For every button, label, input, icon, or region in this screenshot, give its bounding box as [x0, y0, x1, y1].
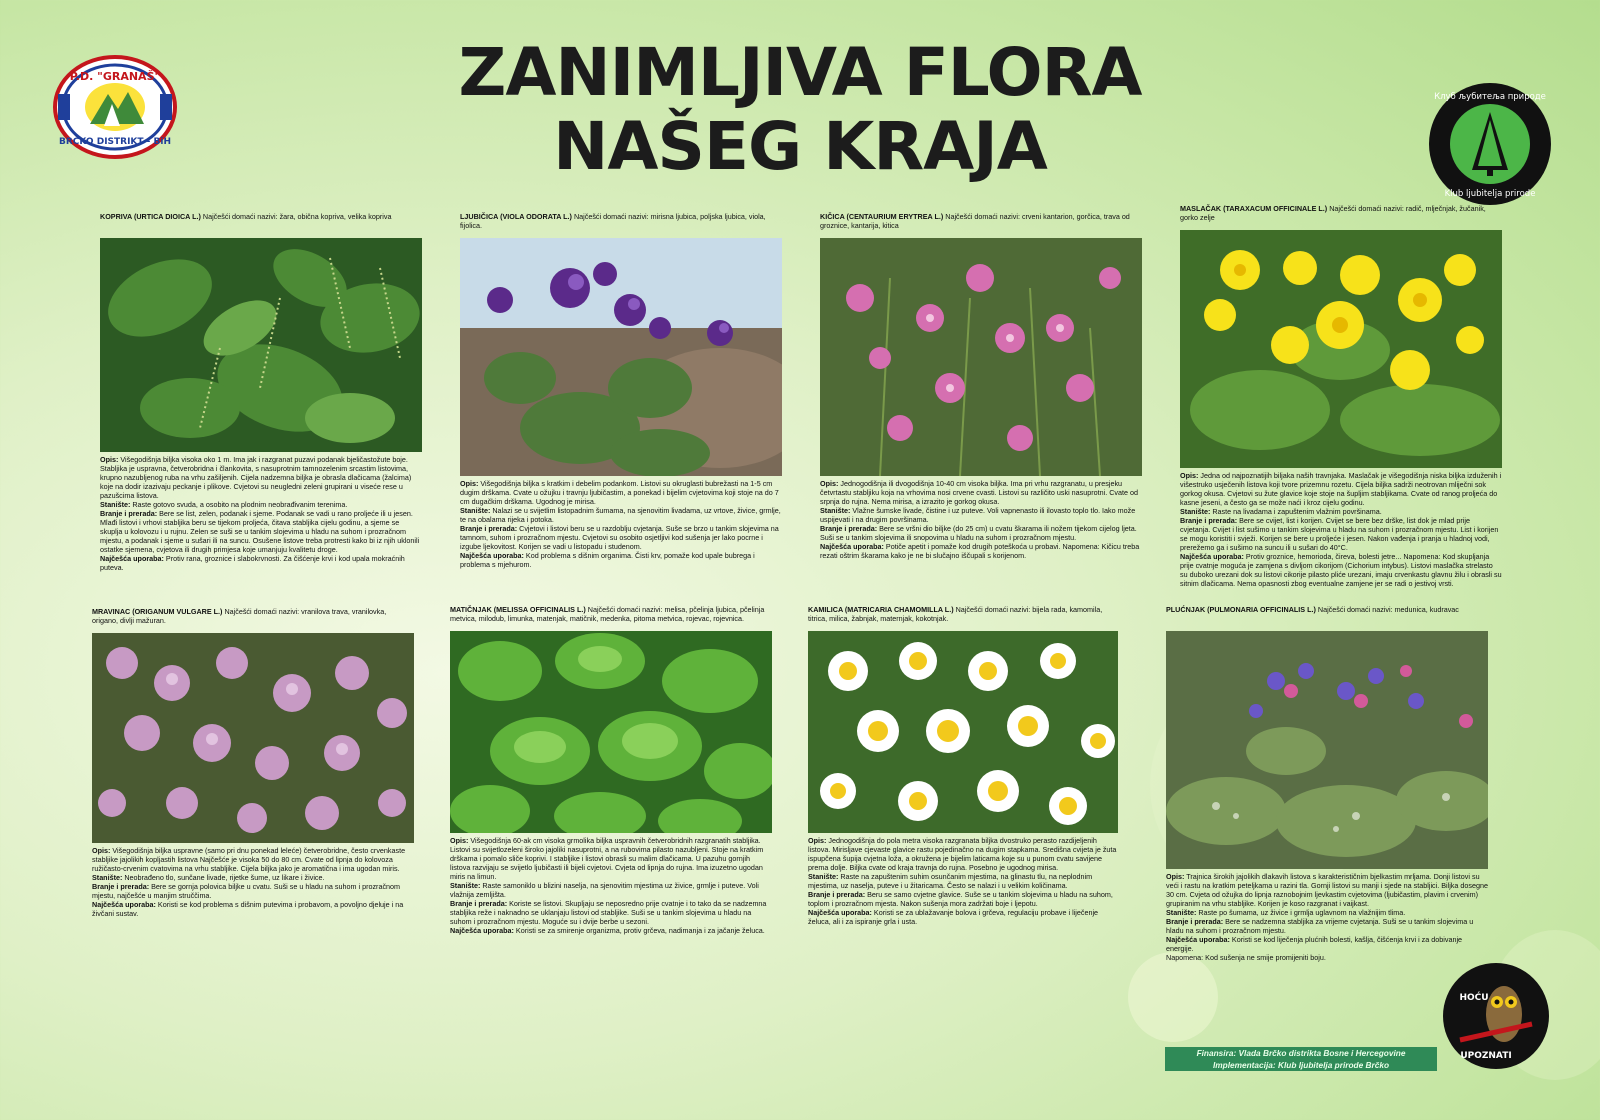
plant-name: KOPRIVA (URTICA DIOICA L.): [100, 212, 201, 221]
plant-header: [92, 607, 414, 625]
label-branje: Branje i prerada:: [100, 509, 158, 518]
logo-text-bottom: BRČKO DISTRIKT - BiH: [58, 137, 172, 147]
owl-logo-text-top: HOĆU: [1459, 993, 1489, 1003]
plant-common-names: Najčešći domaći nazivi: crveni kantarion, gorčica, trava od groznice, kantarija, kitica: [820, 212, 1130, 230]
branje-text: Bere se vršni dio biljke (do 25 cm) u cvatu škarama ili nožem tijekom cijelog ljeta. Suši se u tankim slojevima ili snopovima u hladu na suhom i prozračnom mjestu.: [820, 524, 1137, 542]
plant-card-kicica: [820, 212, 1142, 560]
plant-photo-nettle: [100, 238, 422, 452]
page-title: [400, 36, 1200, 184]
plant-description: [450, 836, 772, 935]
label-opis: Opis:: [808, 836, 827, 845]
branje-text: Bere se list, zelen, podanak i sjeme. Podanak se vadi u rano proljeće ili u jesen. Mlađi listovi i vrhovi stabljika beru se tijekom proljeća, čitava stabljika cijelu godinu, a sjeme se skuplja u kolovozu i u rujnu. Zelen se suši se u tankim slojevima u hladu na suhom i prozračnom mjestu, a podanak i sjeme u sušari ili na suncu. Osušene listove treba protresti kako bi iz njih uklonili ostatke sjemena, cvjetova ili drugih primjesa koje umanjuju kvalitetu droge.: [100, 509, 420, 554]
plant-photo-lemon-balm: [450, 631, 772, 833]
label-opis: Opis:: [1180, 471, 1199, 480]
logo-right-text-top: Клуб љубитеља природе: [1434, 92, 1546, 102]
klub-ljubitelja-prirode-logo: [1428, 82, 1552, 206]
label-staniste: Stanište:: [808, 872, 839, 881]
plant-header: [820, 212, 1142, 230]
opis-text: Višegodišnja biljka uspravne (samo pri dnu ponekad leleće) četverobridne, često crvenkaste stabljike jajolikih kopljastih listova Najčešće je visoka 50 do 80 cm. Cvate od lipnja do kolovoza ružičasto-crvenim cvatovima na vrhu stabljike. Cijela biljka jako je aromatična i ima ugodan miris.: [92, 846, 406, 873]
plant-name: MRAVINAC (ORIGANUM VULGARE L.): [92, 607, 223, 616]
plant-card-ljubicica: [460, 212, 782, 569]
plant-header: [460, 212, 782, 230]
branje-text: Bere se nadzemna stabljika za vrijeme cvjetanja. Suši se u tankim slojevima u hladu na suhom i prozračnom mjestu.: [1166, 917, 1474, 935]
title-line-1: ZANIMLJIVA FLORA: [458, 34, 1142, 111]
plant-card-kamilica: [808, 605, 1118, 926]
plant-common-names: Najčešći domaći nazivi: bijela rada, kamomila, titrica, milica, žabnjak, maternjak, kokotnjak.: [808, 605, 1103, 623]
plant-name: MATIČNJAK (MELISSA OFFICINALIS L.): [450, 605, 586, 614]
label-uporaba: Najčešća uporaba:: [1180, 552, 1244, 561]
plant-header: [450, 605, 772, 623]
plant-common-names: Najčešći domaći nazivi: žara, obična kopriva, velika kopriva: [202, 212, 392, 221]
label-uporaba: Najčešća uporaba:: [820, 542, 884, 551]
plant-description: [92, 846, 414, 918]
plant-card-maslacak: [1180, 204, 1502, 588]
napomena-text: Napomena: Kod sušenja ne smije promijeniti boju.: [1166, 953, 1326, 962]
label-opis: Opis:: [820, 479, 839, 488]
branje-text: Beru se samo cvjetne glavice. Suše se u tankim slojevima u hladu na suhom, toplom i prozračnom mjesta. Nakon sušenja mora zadržati boje i ljepotu.: [808, 890, 1113, 908]
uporaba-text: Koristi se za ublažavanje bolova i grčeva, regulaciju probave i liječenje želuca, ali i za ispiranje grla i usta.: [808, 908, 1099, 926]
label-uporaba: Najčešća uporaba:: [450, 926, 514, 935]
label-branje: Branje i prerada:: [1166, 917, 1224, 926]
opis-text: Jednogodišnja ili dvogodišnja 10-40 cm visoka biljka. Ima pri vrhu razgranatu, u presjeku četvrtastu stabljiku koja na vrhovima nosi crvene cvasti. Listovi su različito uski nasuprotni. Cvate od srpnja do rujna. Nema mirisa, a izrazito je gorkog okusa.: [820, 479, 1138, 506]
plant-header: [808, 605, 1118, 623]
label-opis: Opis:: [1166, 872, 1185, 881]
plant-photo-centaury: [820, 238, 1142, 476]
plant-photo-lungwort: [1166, 631, 1488, 869]
opis-text: Jednogodišnja do pola metra visoka razgranata biljka dvostruko perasto razdijeljenih listova. Mirisljave cjevaste glavice rastu pojedinačno na dugim stapkama. Središna cvijeta je žuta ispupčena šupija cvjetna loža, a okružena je bijelim laticama koje su u punom cvatu savijene prema dolje. Biljka cvate od kraja travnja do rujna. Posebno je ugodnog mirisa.: [808, 836, 1117, 872]
staniste-text: Nalazi se u svijetlim listopadnim šumama, na sjenovitim livadama, uz vrtove, živice, grmlje, te na obalama rijeka i potoka.: [460, 506, 781, 524]
opis-text: Trajnica širokih jajolikih dlakavih listova s karakterističnim bjelkastim mrljama. Donji listovi su veći i rastu na kratkim peteljkama u razini tla. Gornji listovi su manji i sjede na stabljici. Biljka dosegne 30 cm. Cvjeta od ožujka do lipnja raznobojnim ljevkastim cvjetovima (ljubičastim, plavim i crvenim) grupiranim na vrhu stabljike. Korijen je koso razgranat i vaijkast.: [1166, 872, 1488, 908]
pd-granas-logo: [52, 54, 178, 160]
branje-text: Cvjetovi i listovi beru se u razdoblju cvjetanja. Suše se brzo u tankim slojevima na tamnom, suhom i prozračnom mjestu. Cvjetovi su osobito osjetljivi kod sušenja jer lako pocrne i izgube ljekovitost. Korijen se vadi u listopadu i studenom.: [460, 524, 779, 551]
plant-description: [820, 479, 1142, 560]
plant-common-names: Najčešći domaći nazivi: melisa, pčelinja ljubica, pčelinja metvica, milodub, limunka, matenjak, matičnik, medenka, pitoma metvica, rojevac, rojevnica.: [450, 605, 765, 623]
label-branje: Branje i prerada:: [92, 882, 150, 891]
uporaba-text: Protiv groznice, hemorioda, čireva, bolesti jetre... Napomena: Kod skupljanja prije cvatnje moguća je zamjena s divljom cikorijom (Cichorium intybus). Listovi maslačka strelasto su duboko urezani dok su listovi cikorije pilasto pliće urezani, imaju crvenkastu glavnu žilu i obrasli su sitnim dlačicama. Nema opasnosti zbog eventualne zamjene jer se radi o jestivoj vrsti.: [1180, 552, 1502, 588]
label-staniste: Stanište:: [460, 506, 491, 515]
staniste-text: Raste samoniklo u blizini naselja, na sjenovitim mjestima uz živice, grmlje i puteve. Voli vlažnija zemljišta.: [450, 881, 759, 899]
label-staniste: Stanište:: [100, 500, 131, 509]
uporaba-text: Koristi se kod problema s dišnim putevima i probavom, a povoljno djeluje i na živčani sustav.: [92, 900, 404, 918]
label-uporaba: Najčešća uporaba:: [808, 908, 872, 917]
plant-description: [808, 836, 1118, 926]
hocu-upoznati-owl-logo: [1442, 962, 1550, 1070]
plant-description: [1180, 471, 1502, 588]
plant-description: [100, 455, 422, 572]
staniste-text: Raste gotovo svuda, a osobito na plodnim neobrađivanim terenima.: [132, 500, 348, 509]
label-branje: Branje i prerada:: [808, 890, 866, 899]
opis-text: Višegodišnja biljka visoka oko 1 m. Ima jak i razgranat puzavi podanak bjeličastožute boje. Stabljika je uspravna, četverobridna i člankovita, s nasuprotnim tamnozelenim srcastim listovima, krupno nazubljenog ruba na vrhu zašiljenih. Cijela nadzemna biljka je obrasla dlačicama (žalcima) koje na dodir izazivaju peckanje i plikove. Cvjetovi su neugledni zeleni grupirani u viseće rese u pazušcima listova.: [100, 455, 412, 500]
branje-text: Bere se gornja polovica biljke u cvatu. Suši se u hladu na suhom i prozračnom mjestu, najčešće u manjim struččima.: [92, 882, 401, 900]
label-opis: Opis:: [460, 479, 479, 488]
background-bubble: [1128, 952, 1218, 1042]
uporaba-text: Potiče apetit i pomaže kod drugih poteškoća u probavi. Napomena: Kičicu treba rezati oštrim škarama kako je ne bi slučajno iščupali s korijenom.: [820, 542, 1140, 560]
plant-header: [100, 212, 422, 230]
plant-header: [1166, 605, 1488, 623]
uporaba-text: Protiv rana, groznice i slabokrvnosti. Za čišćenje krvi i kod upala mokraćnih puteva.: [100, 554, 405, 572]
label-branje: Branje i prerada:: [1180, 516, 1238, 525]
label-branje: Branje i prerada:: [820, 524, 878, 533]
opis-text: Višegodišnja 60-ak cm visoka grmolika biljka uspravnih četverobridnih razgranatih stabljika. Listovi su svijetlozeleni široko jajoliki nasuprotni, a na rubovima pilasto nazubljeni. Stoje na kratkim drškama i pomalo sliče koprivi. I stabljike i listovi obrasli su malim dlačicama. U pazuhu gornjih listova razvijaju se svijetlo ljubičasti ili bijeli cvjetovi. Cvjeta od lipnja do rujna. Ima izuzetno ugodan miris na limun.: [450, 836, 764, 881]
plant-photo-oregano: [92, 633, 414, 843]
logo-text-top: P.D. "GRANAŠ": [69, 70, 161, 83]
title-line-2: NAŠEG KRAJA: [553, 108, 1047, 185]
plant-photo-chamomile: [808, 631, 1118, 833]
uporaba-text: Koristi se kod liječenja plućnih bolesti, kašlja, čišćenja krvi i za dobivanje energije.: [1166, 935, 1463, 953]
staniste-text: Raste na zapuštenim suhim osunčanim mjestima, na glinastu tlu, na neplodnim mjestima, uz naselja, puteve i u žitaricama. Često se nalazi i u velikim količinama.: [808, 872, 1093, 890]
branje-text: Koriste se listovi. Skupljaju se neposredno prije cvatnje i to tako da se nadzemna stabljika reže i naknadno se uklanjaju listovi od stabljike. Suši se u tankim slojevima u hladu na suhom i prozračnom mjestu. Moguće su i dvije berbe u sezoni.: [450, 899, 767, 926]
plant-name: KIČICA (CENTAURIUM ERYTREA L.): [820, 212, 944, 221]
label-branje: Branje i prerada:: [450, 899, 508, 908]
plant-name: LJUBIČICA (VIOLA ODORATA L.): [460, 212, 572, 221]
plant-card-kopriva: [100, 212, 422, 572]
funding-footer: [1165, 1047, 1437, 1071]
plant-description: [460, 479, 782, 569]
plant-description: [1166, 872, 1488, 962]
label-uporaba: Najčešća uporaba:: [100, 554, 164, 563]
label-staniste: Stanište:: [820, 506, 851, 515]
label-uporaba: Najčešća uporaba:: [460, 551, 524, 560]
label-staniste: Stanište:: [92, 873, 123, 882]
label-uporaba: Najčešća uporaba:: [1166, 935, 1230, 944]
footer-line-funding: Finansira: Vlada Brčko distrikta Bosne i Hercegovine: [1196, 1048, 1406, 1058]
plant-common-names: Najčešći domaći nazivi: vranilova trava, vranilovka, origano, divlji mažuran.: [92, 607, 387, 625]
plant-name: MASLAČAK (TARAXACUM OFFICINALE L.): [1180, 204, 1328, 213]
plant-card-mravinac: [92, 607, 414, 918]
plant-common-names: Najčešći domaći nazivi: medunica, kudravac: [1317, 605, 1459, 614]
label-uporaba: Najčešća uporaba:: [92, 900, 156, 909]
plant-photo-violet: [460, 238, 782, 476]
logo-right-text-bottom: Klub ljubitelja prirode: [1444, 189, 1536, 199]
plant-common-names: Najčešći domaći nazivi: radič, mlječnjak, žučanik, gorko zelje: [1180, 204, 1486, 222]
plant-card-plucnjak: [1166, 605, 1488, 962]
uporaba-text: Kod problema s dišnim organima. Čisti krv, pomaže kod upale bubrega i problema s mjehurom.: [460, 551, 755, 569]
branje-text: Bere se cvijet, list i korijen. Cvijet se bere bez drške, list dok je mlad prije cvjetanja. Cvijet i list sušimo u tankim slojevima u hladu na suhom i prozračnom mjestu. List i korijen se mogu koristiti i svježi. Korijen se bere u proljeće i jesen. Nakon vađenja i pranja u hladnoj vodi, prerežemo ga i sušimo na suncu ili u sušari do 40°C.: [1180, 516, 1499, 552]
staniste-text: Neobrađeno tlo, sunčane livade, rijetke šume, uz likare i živice.: [124, 873, 325, 882]
label-opis: Opis:: [450, 836, 469, 845]
label-opis: Opis:: [92, 846, 111, 855]
label-opis: Opis:: [100, 455, 119, 464]
staniste-text: Raste po šumama, uz živice i grmlja uglavnom na vlažnijim tlima.: [1198, 908, 1406, 917]
plant-name: PLUĆNJAK (PULMONARIA OFFICINALIS L.): [1166, 605, 1316, 614]
plant-header: [1180, 204, 1502, 222]
plant-name: KAMILICA (MATRICARIA CHAMOMILLA L.): [808, 605, 954, 614]
label-staniste: Stanište:: [1180, 507, 1211, 516]
label-branje: Branje i prerada:: [460, 524, 518, 533]
plant-photo-dandelion: [1180, 230, 1502, 468]
footer-line-implementation: Implementacija: Klub ljubitelja prirode Brčko: [1212, 1060, 1390, 1070]
opis-text: Višegodišnja biljka s kratkim i debelim podankom. Listovi su okruglasti bubrežasti na 1-5 cm dugim drškama. Cvate u ožujku i travnju ljubičastim, a ponekad i bijelim cvjetovima koji stoje na do 7 cm dugačkim drškama. Ugodnog je mirisa.: [460, 479, 779, 506]
plant-common-names: Najčešći domaći nazivi: mirisna ljubica, poljska ljubica, viola, fijolica.: [460, 212, 766, 230]
label-staniste: Stanište:: [450, 881, 481, 890]
opis-text: Jedna od najpoznatijih biljaka naših travnjaka. Maslačak je višegodišnja niska biljka izduženih i višestruko usječenih listova koji tvore prizemnu rozetu. Cijela biljka sadrži neotrovan mliječni sok gorkog okusa. Cvjetovi su žute glavice koje stoje na šupljim stabljikama. Cvate od ranog proljeća do kasne jeseni, a često ga se može naći i kroz cijelu godinu.: [1180, 471, 1502, 507]
uporaba-text: Koristi se za smirenje organizma, protiv grčeva, nadimanja i za jačanje želuca.: [515, 926, 765, 935]
owl-logo-text-bottom: UPOZNATI: [1460, 1051, 1512, 1061]
plant-card-maticnjak: [450, 605, 772, 935]
staniste-text: Vlažne šumske livade, čistine i uz puteve. Voli vapnenasto ili ilovasto toplo tlo. Iako može uspijevati i na drugim površinama.: [820, 506, 1136, 524]
staniste-text: Raste na livadama i zapuštenim vlažnim površinama.: [1212, 507, 1382, 516]
label-staniste: Stanište:: [1166, 908, 1197, 917]
